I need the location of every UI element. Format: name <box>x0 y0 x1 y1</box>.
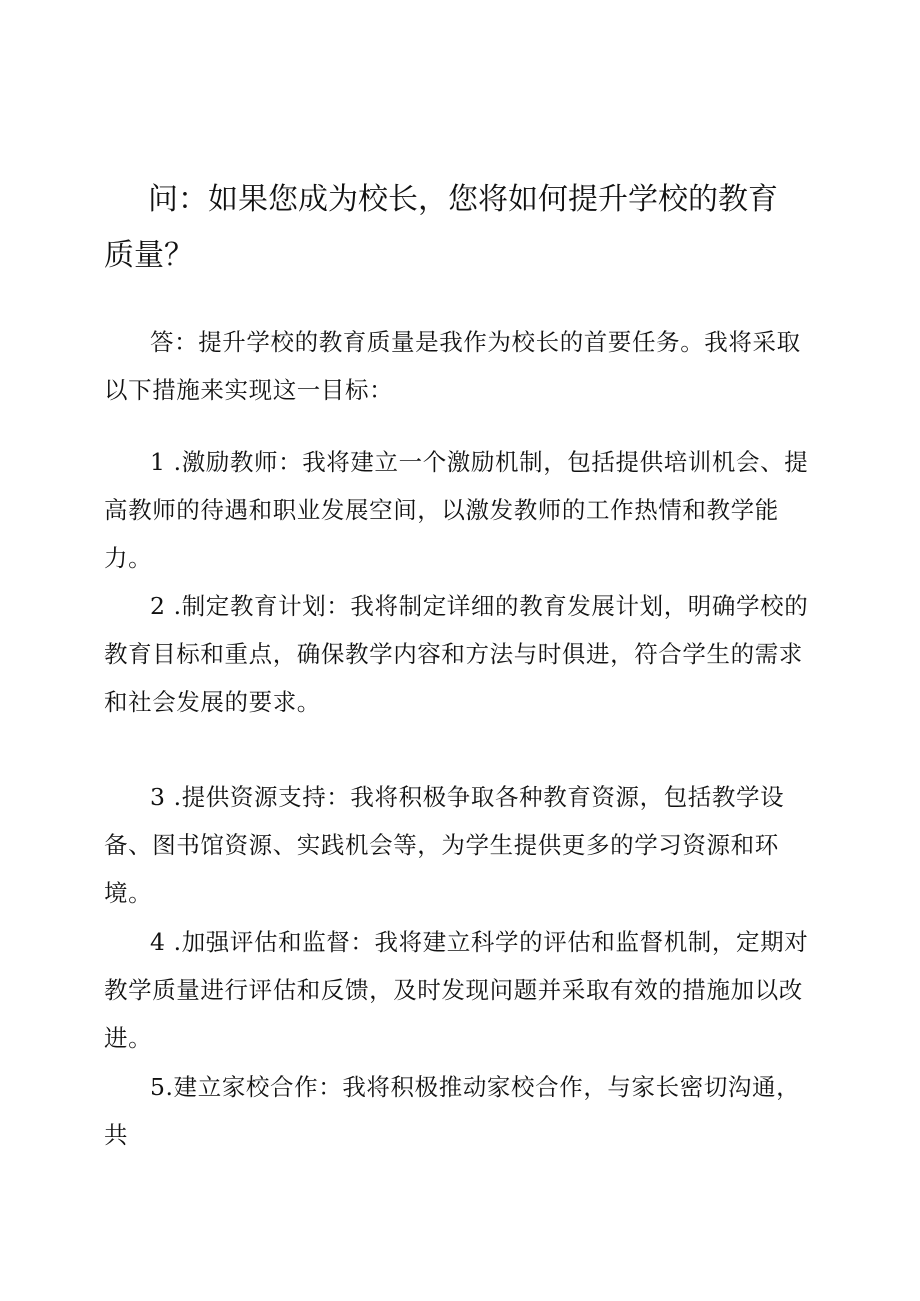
answer-intro-paragraph: 答：提升学校的教育质量是我作为校长的首要任务。我将采取以下措施来实现这一目标： <box>104 328 801 404</box>
question-heading: 问：如果您成为校长，您将如何提升学校的教育质量？ <box>104 182 778 273</box>
measure-paragraph-3: 3 .提供资源支持：我将积极争取各种教育资源，包括教学设备、图书馆资源、实践机会等，为学生提供更多的学习资源和环境。 <box>104 783 785 907</box>
measure-paragraph-1: 1 .激励教师：我将建立一个激励机制，包括提供培训机会、提高教师的待遇和职业发展空间，以激发教师的工作热情和教学能力。 <box>104 448 809 572</box>
measure-paragraph-5: 5.建立家校合作：我将积极推动家校合作，与家长密切沟通，共 <box>104 1073 801 1149</box>
measure-paragraph-2: 2 .制定教育计划：我将制定详细的教育发展计划，明确学校的教育目标和重点，确保教学内容和方法与时俱进，符合学生的需求和社会发展的要求。 <box>104 592 809 716</box>
measure-paragraph-4: 4 .加强评估和监督：我将建立科学的评估和监督机制，定期对教学质量进行评估和反馈，及时发现问题并采取有效的措施加以改进。 <box>104 928 809 1052</box>
